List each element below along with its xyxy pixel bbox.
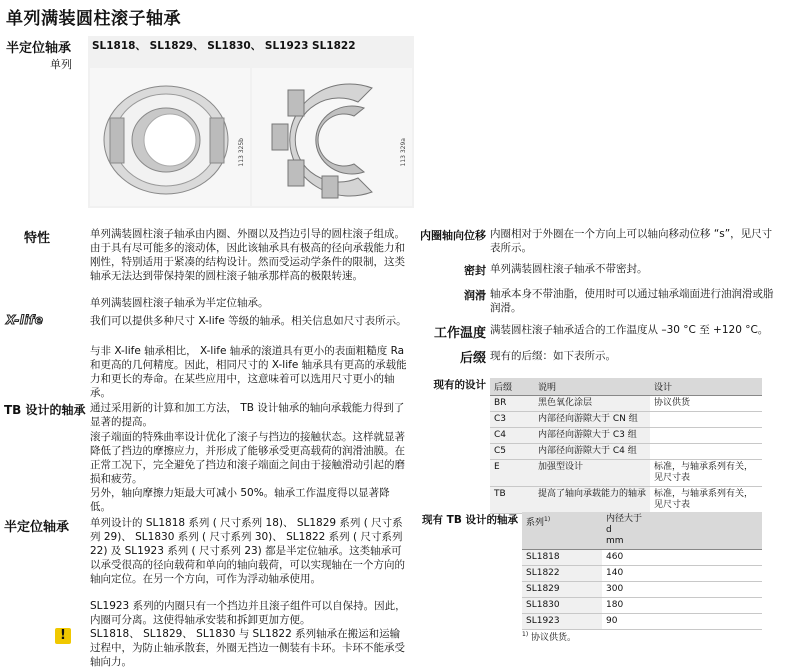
series-label: 系列: [526, 518, 545, 528]
table-cell: SL1822: [522, 566, 602, 582]
features-paragraph-2: 单列满装圆柱滚子轴承为半定位轴承。: [90, 297, 269, 309]
tb-paragraph-2: 滚子端面的特殊曲率设计优化了滚子与挡边的接触状态。这样就显著降低了挡边的摩擦应力，并形成了能够承受更高载荷的润滑油膜。在正常工况下，完全避免了挡边和滚子端面之间由于接触滑动引起的磨损和疲劳。: [90, 431, 405, 485]
tb-table-footnote: [522, 630, 576, 643]
lubrication-label: 润滑: [464, 289, 486, 302]
table-cell: 180: [602, 598, 762, 614]
table-cell: 内部径向游隙大于 C4 组: [534, 444, 650, 460]
axial-displacement-text: 内圈相对于外圈在一个方向上可以轴向移动位移 “s”，见尺寸表所示。: [490, 228, 773, 254]
section-heading-semi-locating: 半定位轴承: [6, 41, 72, 56]
table-cell: 加强型设计: [534, 460, 650, 487]
seal-text: 单列满装圆柱滚子轴承不带密封。: [490, 263, 648, 275]
suffix-table: [490, 378, 762, 514]
section-subheading: 单列: [50, 58, 72, 71]
bore-symbol: d: [606, 525, 612, 535]
column-header-suffix: 后缀: [490, 378, 534, 396]
tb-table-header: [522, 512, 762, 550]
warning-icon: !: [55, 628, 71, 644]
table-cell: 内部径向游隙大于 C3 组: [534, 428, 650, 444]
tb-table-caption: 现有 TB 设计的轴承: [422, 514, 518, 526]
model-list: SL1818、 SL1829、 SL1830、 SL1923 SL1822: [92, 40, 356, 52]
table-row: [490, 396, 762, 412]
table-cell: [650, 444, 762, 460]
table-row: [522, 582, 762, 598]
bore-unit: mm: [606, 536, 624, 546]
table-cell: 标准，与轴承系列有关，见尺寸表: [650, 487, 762, 514]
table-cell: [650, 412, 762, 428]
semi-locating-heading: 半定位轴承: [4, 520, 70, 535]
bearing-open-illustration: [252, 68, 412, 206]
tb-paragraph-3: 另外，轴向摩擦力矩最大可减小 50%。轴承工作温度得以显著降低。: [90, 487, 390, 513]
tb-heading: TB 设计的轴承: [4, 403, 86, 417]
suffix-table-caption: 现有的设计: [433, 379, 486, 391]
table-cell: SL1830: [522, 598, 602, 614]
xlife-logo: X-life: [6, 313, 44, 327]
axial-displacement-label: 内圈轴向位移: [420, 229, 486, 242]
table-row: [490, 412, 762, 428]
xlife-paragraph-2: 与非 X-life 轴承相比， X-life 轴承的滚道具有更小的表面粗糙度 Ra 和更高的几何精度。因此，相同尺寸的 X-life 轴承具有更高的承载能力和更长的寿命。在某些应用中，这意味着可以选用尺寸更小的轴承。: [90, 345, 407, 399]
table-row: [522, 614, 762, 630]
table-cell: 460: [602, 550, 762, 566]
suffix-table-header: [490, 378, 762, 396]
table-row: [522, 598, 762, 614]
seal-label: 密封: [464, 264, 486, 277]
suffix-text: 现有的后缀：如下表所示。: [490, 350, 616, 362]
image-code: 113 325b: [238, 138, 245, 167]
table-cell: BR: [490, 396, 534, 412]
table-cell: C5: [490, 444, 534, 460]
page-title: 单列满装圆柱滚子轴承: [6, 9, 181, 29]
models-figure: [88, 36, 414, 208]
table-row: [522, 550, 762, 566]
footnote-mark: 1): [522, 631, 529, 638]
table-cell: 300: [602, 582, 762, 598]
table-row: [490, 444, 762, 460]
features-heading: 特性: [24, 231, 51, 246]
lubrication-text: 轴承本身不带油脂，使用时可以通过轴承端面进行油润滑或脂润滑。: [490, 288, 774, 314]
image-code: 113 329a: [400, 138, 407, 167]
semi-paragraph-2: SL1923 系列的内圈只有一个挡边并且滚子组件可以自保持。因此，内圈可分离。这使得轴承安装和拆卸更加方便。: [90, 600, 406, 626]
table-cell: [650, 428, 762, 444]
table-row: [490, 428, 762, 444]
bearing-image-closed: [90, 68, 250, 206]
table-cell: 90: [602, 614, 762, 630]
bearing-closed-illustration: [90, 68, 250, 206]
column-header-description: 说明: [534, 378, 650, 396]
bore-label: 内径大于: [606, 514, 643, 524]
semi-paragraph-1: 单列设计的 SL1818 系列 ( 尺寸系列 18)、 SL1829 系列 ( 尺寸系列 29)、 SL1830 系列 ( 尺寸系列 30)、 SL1822 系列 ( 尺寸系列 22) 及 SL1923 系列 ( 尺寸系列 23) 都是半定位轴承。这类轴承可以承受很高的径向载荷和单向的轴向载荷，可以实现轴在一个方向的轴向定位。在另一个方向，可作为浮动轴承使用。: [90, 517, 405, 585]
column-header-design: 设计: [650, 378, 762, 396]
suffix-label: 后缀: [459, 351, 486, 366]
footnote-ref: 1): [544, 516, 551, 523]
semi-paragraph-3: SL1818、 SL1829、 SL1830 与 SL1822 系列轴承在搬运和运输过程中，为防止轴承散套，外圈无挡边一侧装有卡环。卡环不能承受轴向力。: [90, 628, 405, 668]
table-cell: SL1818: [522, 550, 602, 566]
table-cell: 提高了轴向承载能力的轴承: [534, 487, 650, 514]
operating-temperature-label: 工作温度: [433, 326, 486, 341]
table-cell: 协议供货: [650, 396, 762, 412]
tb-table: [522, 512, 762, 630]
column-header-series: [522, 512, 602, 550]
table-cell: C4: [490, 428, 534, 444]
column-header-bore: [602, 512, 762, 550]
table-cell: 内部径向游隙大于 CN 组: [534, 412, 650, 428]
table-cell: SL1829: [522, 582, 602, 598]
operating-temperature-text: 满装圆柱滚子轴承适合的工作温度从 –30 °C 至 +120 °C。: [490, 324, 769, 336]
table-cell: E: [490, 460, 534, 487]
table-cell: C3: [490, 412, 534, 428]
table-cell: SL1923: [522, 614, 602, 630]
xlife-paragraph-1: 我们可以提供多种尺寸 X-life 等级的轴承。相关信息如尺寸表所示。: [90, 315, 407, 327]
features-paragraph-1: 单列满装圆柱滚子轴承由内圈、外圈以及挡边引导的圆柱滚子组成。由于具有尽可能多的滚动体，因此该轴承具有极高的径向承载能力和刚性，特别适用于紧凑的结构设计。然而受运动学条件的限制，这类轴承无法达到带保持架的圆柱滚子轴承那样高的极限转速。: [90, 228, 405, 282]
footnote-text: 协议供货。: [531, 633, 577, 643]
table-cell: 黑色氧化涂层: [534, 396, 650, 412]
table-row: [490, 487, 762, 514]
bearing-image-open: [252, 68, 412, 206]
table-cell: 标准，与轴承系列有关，见尺寸表: [650, 460, 762, 487]
table-row: [522, 566, 762, 582]
tb-paragraph-1: 通过采用新的计算和加工方法， TB 设计轴承的轴向承载能力得到了显著的提高。: [90, 402, 405, 428]
table-row: [490, 460, 762, 487]
table-cell: TB: [490, 487, 534, 514]
table-cell: 140: [602, 566, 762, 582]
